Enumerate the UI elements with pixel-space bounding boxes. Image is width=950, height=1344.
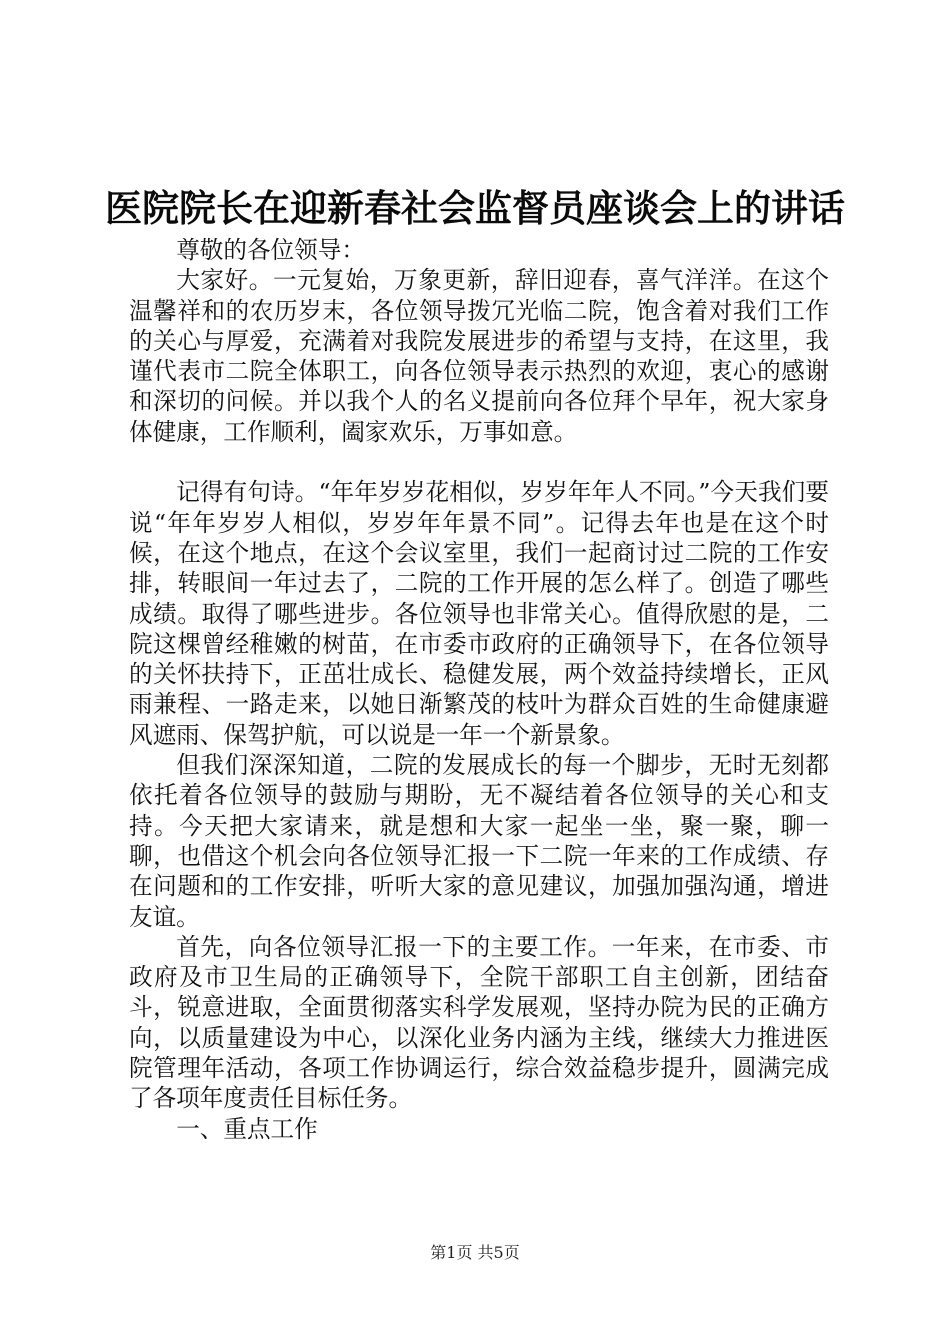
document-title: 医院院长在迎新春社会监督员座谈会上的讲话 [105,186,845,230]
paragraph-greeting: 大家好。一元复始，万象更新，辞旧迎春，喜气洋洋。在这个温馨祥和的农历岁末，各位领导拨冗光临二院，饱含着对我们工作的关心与厚爱，充满着对我院发展进步的希望与支持，在这里，我谨代表市二院全体职工，向各位领导表示热烈的欢迎，衷心的感谢和深切的问候。并以我个人的名义提前向各位拜个早年，祝大家身体健康，工作顺利，阖家欢乐，万事如意。 [129,266,829,446]
section-heading: 一、重点工作 [176,1114,318,1143]
paragraph-report: 首先，向各位领导汇报一下的主要工作。一年来，在市委、市政府及市卫生局的正确领导下，全院干部职工自主创新，团结奋斗，锐意进取，全面贯彻落实科学发展观，坚持办院为民的正确方向，以质量建设为中心，以深化业务内涵为主线，继续大力推进医院管理年活动，各项工作协调运行，综合效益稳步提升，圆满完成了各项年度责任目标任务。 [129,932,829,1113]
document-body [129,235,829,1144]
paragraph-support: 但我们深深知道，二院的发展成长的每一个脚步，无时无刻都依托着各位领导的鼓励与期盼，无不凝结着各位领导的关心和支持。今天把大家请来，就是想和大家一起坐一坐，聚一聚，聊一聊，也借这个机会向各位领导汇报一下二院一年来的工作成绩、存在问题和的工作安排，听听大家的意见建议，加强加强沟通，增进友谊。 [129,751,829,931]
paragraph-poem: 记得有句诗。“年年岁岁花相似，岁岁年年人不同。”今天我们要说“年年岁岁人相似，岁岁年年景不同”。记得去年也是在这个时候，在这个地点，在这个会议室里，我们一起商讨过二院的工作安排，转眼间一年过去了，二院的工作开展的怎么样了。创造了哪些成绩。取得了哪些进步。各位领导也非常关心。值得欣慰的是，二院这棵曾经稚嫩的树苗，在市委市政府的正确领导下，在各位领导的关怀扶持下，正茁壮成长、稳健发展，两个效益持续增长，正风雨兼程、一路走来，以她日渐繁茂的枝叶为群众百姓的生命健康避风遮雨、保驾护航，可以说是一年一个新景象。 [129,478,829,749]
page-number-footer: 第1页 共5页 [430,1243,520,1262]
salutation: 尊敬的各位领导： [176,236,365,264]
